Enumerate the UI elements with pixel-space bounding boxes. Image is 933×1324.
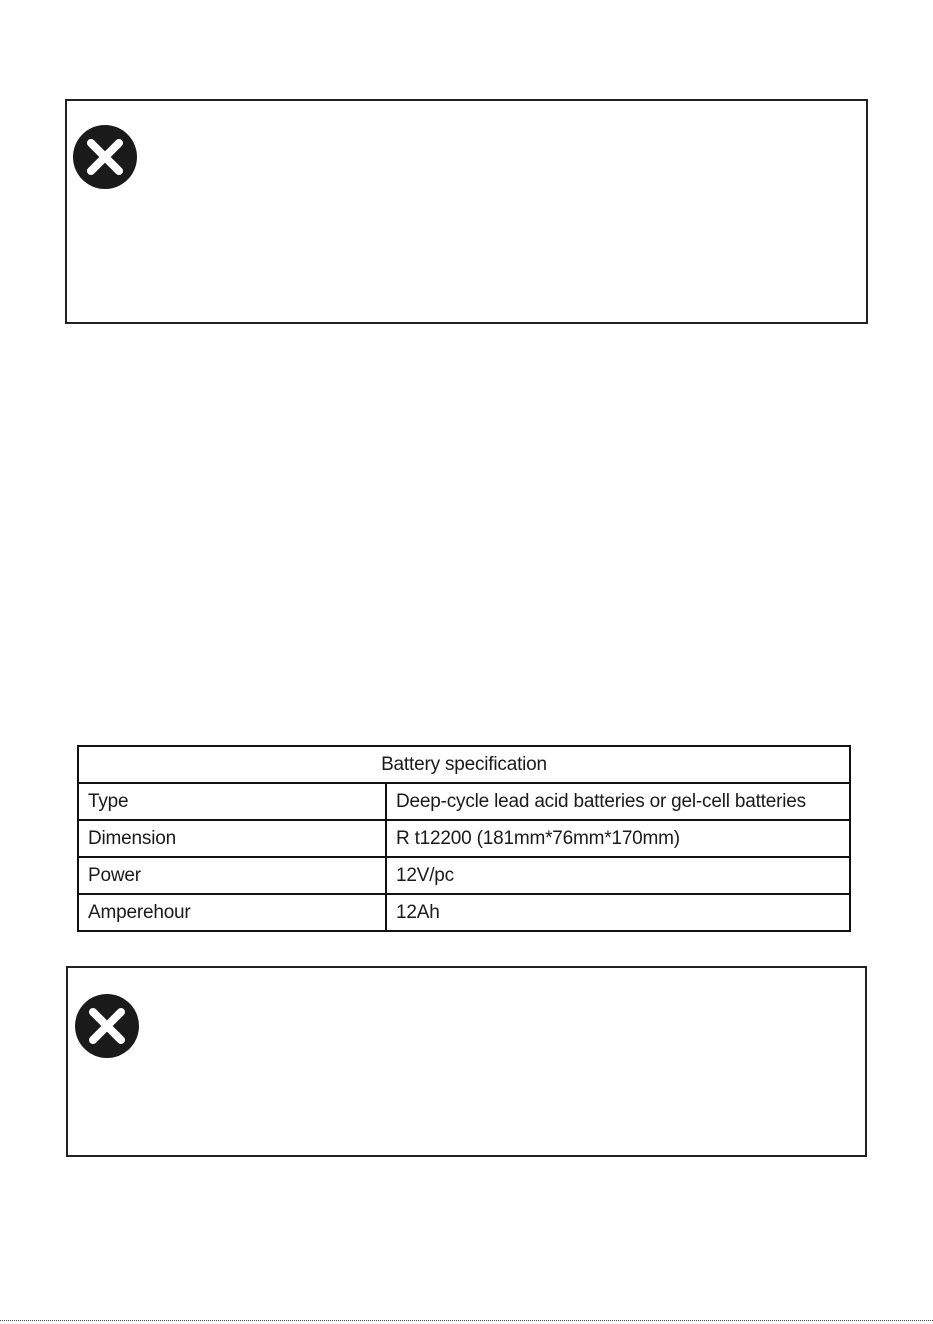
row-label-power: Power bbox=[78, 857, 386, 894]
table-row bbox=[78, 820, 850, 857]
table-header-row bbox=[78, 746, 850, 783]
warning-box-bottom bbox=[66, 966, 867, 1157]
row-value-power: 12V/pc bbox=[386, 857, 850, 894]
row-label-dimension: Dimension bbox=[78, 820, 386, 857]
warning-box-top bbox=[65, 99, 868, 324]
battery-specification-table bbox=[77, 745, 851, 932]
row-value-dimension: R t12200 (181mm*76mm*170mm) bbox=[386, 820, 850, 857]
page-bottom-divider bbox=[0, 1320, 933, 1321]
close-circle-icon bbox=[72, 124, 138, 190]
row-label-type: Type bbox=[78, 783, 386, 820]
table-row bbox=[78, 857, 850, 894]
table-row bbox=[78, 894, 850, 931]
table-row bbox=[78, 783, 850, 820]
close-circle-icon bbox=[74, 993, 140, 1059]
row-value-type: Deep-cycle lead acid batteries or gel-cell batteries bbox=[386, 783, 850, 820]
row-label-amperehour: Amperehour bbox=[78, 894, 386, 931]
table-title: Battery specification bbox=[78, 746, 850, 783]
row-value-amperehour: 12Ah bbox=[386, 894, 850, 931]
